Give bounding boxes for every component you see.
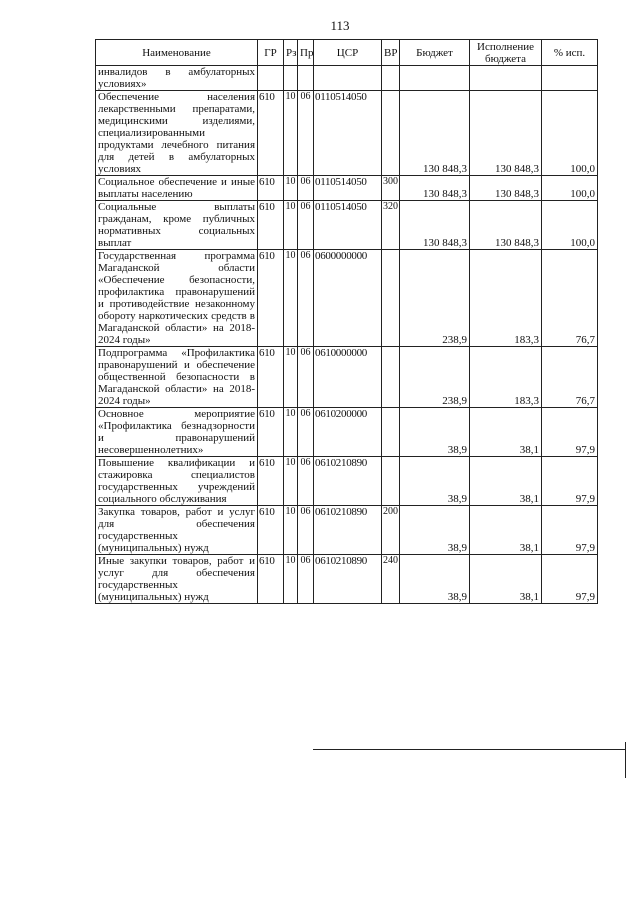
- cell-vr: 240: [382, 555, 400, 604]
- cell-gr: 610: [258, 250, 284, 347]
- header-execution: Исполнение бюджета: [470, 40, 542, 66]
- cell-name: инвалидов в амбулаторных условиях»: [96, 66, 258, 91]
- cell-csr: 0600000000: [314, 250, 382, 347]
- cell-percent: 76,7: [542, 250, 598, 347]
- cell-execution: 183,3: [470, 347, 542, 408]
- cell-vr: [382, 457, 400, 506]
- table-row: [96, 347, 598, 408]
- margin-mark: [625, 742, 626, 778]
- cell-budget: 238,9: [400, 250, 470, 347]
- cell-execution: 38,1: [470, 457, 542, 506]
- cell-pr: 06: [298, 176, 314, 201]
- cell-execution: 38,1: [470, 506, 542, 555]
- cell-pr: 06: [298, 457, 314, 506]
- cell-rz: 10: [284, 555, 298, 604]
- cell-budget: 130 848,3: [400, 91, 470, 176]
- cell-budget: 130 848,3: [400, 176, 470, 201]
- cell-csr: 0610210890: [314, 457, 382, 506]
- table-row: [96, 201, 598, 250]
- cell-name: Основное мероприятие «Профилактика безнадзорности и правонарушений несовершеннолетних»: [96, 408, 258, 457]
- cell-rz: 10: [284, 176, 298, 201]
- cell-percent: 100,0: [542, 176, 598, 201]
- cell-percent: 97,9: [542, 555, 598, 604]
- cell-rz: 10: [284, 506, 298, 555]
- cell-name: Социальные выплаты гражданам, кроме публичных нормативных социальных выплат: [96, 201, 258, 250]
- cell-execution: [470, 66, 542, 91]
- cell-execution: 38,1: [470, 555, 542, 604]
- cell-vr: [382, 250, 400, 347]
- cell-gr: 610: [258, 555, 284, 604]
- cell-csr: 0110514050: [314, 176, 382, 201]
- cell-csr: [314, 66, 382, 91]
- table-header-row: [96, 40, 598, 66]
- cell-name: Государственная программа Магаданской области «Обеспечение безопасности, профилактика правонарушений и противодействие незаконному обороту наркотических средств в Магаданской области» на 2018-2024 годы»: [96, 250, 258, 347]
- cell-gr: 610: [258, 457, 284, 506]
- cell-gr: 610: [258, 201, 284, 250]
- cell-rz: 10: [284, 347, 298, 408]
- cell-gr: 610: [258, 506, 284, 555]
- cell-gr: [258, 66, 284, 91]
- cell-execution: 130 848,3: [470, 176, 542, 201]
- cell-pr: 06: [298, 408, 314, 457]
- header-name: Наименование: [96, 40, 258, 66]
- cell-csr: 0110514050: [314, 201, 382, 250]
- header-pr: Пр: [298, 40, 314, 66]
- cell-vr: [382, 66, 400, 91]
- cell-vr: 320: [382, 201, 400, 250]
- cell-percent: 100,0: [542, 201, 598, 250]
- cell-percent: 97,9: [542, 408, 598, 457]
- cell-budget: 238,9: [400, 347, 470, 408]
- page-number: 113: [330, 18, 350, 33]
- header-budget: Бюджет: [400, 40, 470, 66]
- cell-pr: 06: [298, 91, 314, 176]
- cell-name: Подпрограмма «Профилактика правонарушений и обеспечение общественной безопасности в Магаданской области» на 2018-2024 годы»: [96, 347, 258, 408]
- cell-gr: 610: [258, 347, 284, 408]
- cell-execution: 130 848,3: [470, 201, 542, 250]
- table-row: [96, 250, 598, 347]
- table-row: [96, 506, 598, 555]
- cell-csr: 0610200000: [314, 408, 382, 457]
- footer-rule: [313, 749, 625, 750]
- table-row: [96, 457, 598, 506]
- table-row: [96, 408, 598, 457]
- cell-vr: 200: [382, 506, 400, 555]
- cell-budget: [400, 66, 470, 91]
- cell-budget: 38,9: [400, 457, 470, 506]
- header-percent: % исп.: [542, 40, 598, 66]
- cell-budget: 38,9: [400, 408, 470, 457]
- cell-rz: 10: [284, 408, 298, 457]
- header-csr: ЦСР: [314, 40, 382, 66]
- cell-name: Иные закупки товаров, работ и услуг для обеспечения государственных (муниципальных) нужд: [96, 555, 258, 604]
- cell-pr: 06: [298, 250, 314, 347]
- cell-percent: 100,0: [542, 91, 598, 176]
- cell-name: Обеспечение населения лекарственными препаратами, медицинскими изделиями, специализированными продуктами лечебного питания для детей в амбулаторных условиях: [96, 91, 258, 176]
- cell-percent: [542, 66, 598, 91]
- cell-rz: 10: [284, 91, 298, 176]
- cell-rz: 10: [284, 201, 298, 250]
- cell-pr: 06: [298, 506, 314, 555]
- cell-execution: 183,3: [470, 250, 542, 347]
- cell-name: Повышение квалификации и стажировка специалистов государственных учреждений социального обслуживания: [96, 457, 258, 506]
- header-gr: ГР: [258, 40, 284, 66]
- cell-vr: [382, 408, 400, 457]
- cell-pr: 06: [298, 347, 314, 408]
- cell-vr: 300: [382, 176, 400, 201]
- table-row: [96, 176, 598, 201]
- cell-vr: [382, 91, 400, 176]
- cell-pr: 06: [298, 555, 314, 604]
- cell-csr: 0610000000: [314, 347, 382, 408]
- cell-pr: [298, 66, 314, 91]
- cell-percent: 97,9: [542, 506, 598, 555]
- cell-vr: [382, 347, 400, 408]
- cell-name: Закупка товаров, работ и услуг для обеспечения государственных (муниципальных) нужд: [96, 506, 258, 555]
- cell-percent: 76,7: [542, 347, 598, 408]
- cell-budget: 130 848,3: [400, 201, 470, 250]
- cell-name: Социальное обеспечение и иные выплаты населению: [96, 176, 258, 201]
- table-row: [96, 555, 598, 604]
- table-row: [96, 66, 598, 91]
- cell-csr: 0110514050: [314, 91, 382, 176]
- cell-rz: 10: [284, 457, 298, 506]
- cell-pr: 06: [298, 201, 314, 250]
- cell-budget: 38,9: [400, 506, 470, 555]
- cell-csr: 0610210890: [314, 506, 382, 555]
- cell-rz: 10: [284, 250, 298, 347]
- cell-gr: 610: [258, 408, 284, 457]
- cell-csr: 0610210890: [314, 555, 382, 604]
- header-rz: Рз: [284, 40, 298, 66]
- header-vr: ВР: [382, 40, 400, 66]
- cell-rz: [284, 66, 298, 91]
- cell-gr: 610: [258, 91, 284, 176]
- cell-percent: 97,9: [542, 457, 598, 506]
- table-row: [96, 91, 598, 176]
- cell-execution: 38,1: [470, 408, 542, 457]
- budget-table: [95, 39, 598, 604]
- cell-execution: 130 848,3: [470, 91, 542, 176]
- cell-budget: 38,9: [400, 555, 470, 604]
- cell-gr: 610: [258, 176, 284, 201]
